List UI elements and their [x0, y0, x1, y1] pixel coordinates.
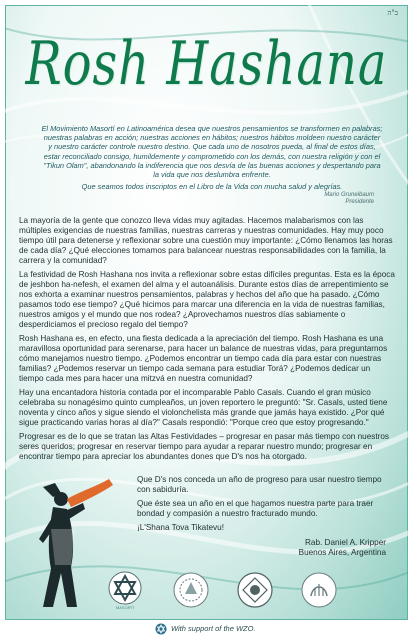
body-paragraph: La festividad de Rosh Hashana nos invita a reflexionar sobre estas difíciles preguntas. Esta es la época de jeshbon ha-nefesh, el examen del alma y el autoanálisis. Durante estos días de arrepentimiento se nos exhorta a examinar nuestros pensamientos, palabras y hechos del año que ha pasado. ¿Cómo pasamos todo ese tiempo? ¿Qué hicimos para marcar una diferencia en la vida de nuestras familias, nuestros amigos y el mundo que nos rodea? ¿Aprovechamos nuestros días sabiamente o desperdiciamos el precioso regalo del tiempo?	[19, 270, 395, 329]
emblem-logo-2	[235, 570, 275, 610]
masorti-logo-text: MASORTÍ	[115, 605, 135, 610]
signature-name: Mario Gruneibaum	[324, 192, 374, 198]
closing-paragraph: Que D's nos conceda un año de progreso para usar nuestro tiempo con sabiduría.	[137, 475, 382, 494]
poster	[5, 5, 408, 620]
masorti-logo	[105, 570, 145, 610]
footer	[5, 622, 408, 637]
logo-row	[93, 570, 393, 614]
signature-title: Presidente	[345, 199, 374, 205]
president-signature	[324, 192, 374, 206]
intro-wish: Que seamos todos inscriptos en el Libro de la Vida con mucha salud y alegrías.	[81, 182, 343, 192]
footer-text: With support of the WZO.	[171, 624, 256, 633]
rabbi-signature	[299, 538, 386, 558]
intro-message	[41, 124, 383, 194]
body-paragraph: Rosh Hashana es, en efecto, una fiesta dedicada a la apreciación del tiempo. Rosh Hashana es una maravillosa oportunidad para serenarse, para hacer un balance de nuestras vidas, para preguntarnos cómo manejamos nuestro tiempo. ¿Podemos encontrar un tiempo cada día para estar con nuestras familias? ¿Podemos reservar un tiempo cada semana para estudiar Torá? ¿Podemos dedicar un tiempo cada mes para hacer una mitzvá en nuestra comunidad?	[19, 334, 388, 383]
emblem-logo-3	[299, 570, 339, 610]
closing-paragraph: Que éste sea un año en el que hagamos nuestra parte para traer bondad y compasión a nuestro fracturado mundo.	[137, 499, 374, 518]
wzo-emblem-icon	[155, 623, 167, 635]
closing-greeting: ¡L'Shana Tova Tikatevu!	[137, 523, 224, 532]
body-paragraph: Progresar es de lo que se tratan las Altas Festividades – progresar en pasar más tiempo con nuestros seres queridos; progresar en reservar tiempo para ayudar a reparar nuestro mundo; progresar en encontrar tiempo para apreciar los abundantes dones que D's nos ha otorgado.	[19, 432, 389, 461]
body-paragraph: La mayoría de la gente que conozco lleva vidas muy agitadas. Hacemos malabarismos con las múltiples exigencias de nuestras familias, nuestras carreras y nuestras comunidades. Hay muy poco tiempo útil para detenerse y reflexionar sobre una cuestión muy importante: ¿Cómo llenamos las horas de cada día? ¿Qué elecciones tomamos para balancear nuestras responsabilidades con la familia, la carrera y la comunidad?	[19, 216, 393, 265]
closing-message	[137, 475, 387, 537]
intro-paragraph: El Movimiento Masortí en Latinoamérica desea que nuestros pensamientos se transformen en palabras; nuestras palabras en acción; nuestras acciones en hábitos; nuestros hábitos moldeen nuestro carácter y nuestro carácter controle nuestro destino. Que cada uno de nosotros pueda, al final de estos días, estar reconciliado consigo, humildemente y comprometido con los demás, con nuestra religión y con el "Tikun Olam", abandonando la indiferencia que nos desvía de las buenas acciones y despertando para la vida que nos deslumbra enfrente.	[41, 124, 383, 180]
emblem-logo-1	[171, 570, 211, 610]
author-location: Buenos Aires, Argentina	[298, 548, 386, 557]
body-paragraph: Hay una encantadora historia contada por el incomparable Pablo Casals. Cuando el gran músico celebraba su nonagésimo quinto cumpleaños, un joven reportero le preguntó: "Sr. Casals, usted tiene noventa y cinco años y sigue siendo el violonchelista más grande que jamás haya existido. ¿Por qué sigue practicando varias horas al día?" Casals respondió: "Porque creo que estoy progresando."	[19, 388, 388, 427]
author-name: Rab. Daniel A. Kripper	[304, 538, 386, 547]
hebrew-mark: ב"ה	[387, 9, 398, 17]
article-body	[19, 216, 395, 466]
page-title: Rosh Hashana	[25, 29, 388, 99]
